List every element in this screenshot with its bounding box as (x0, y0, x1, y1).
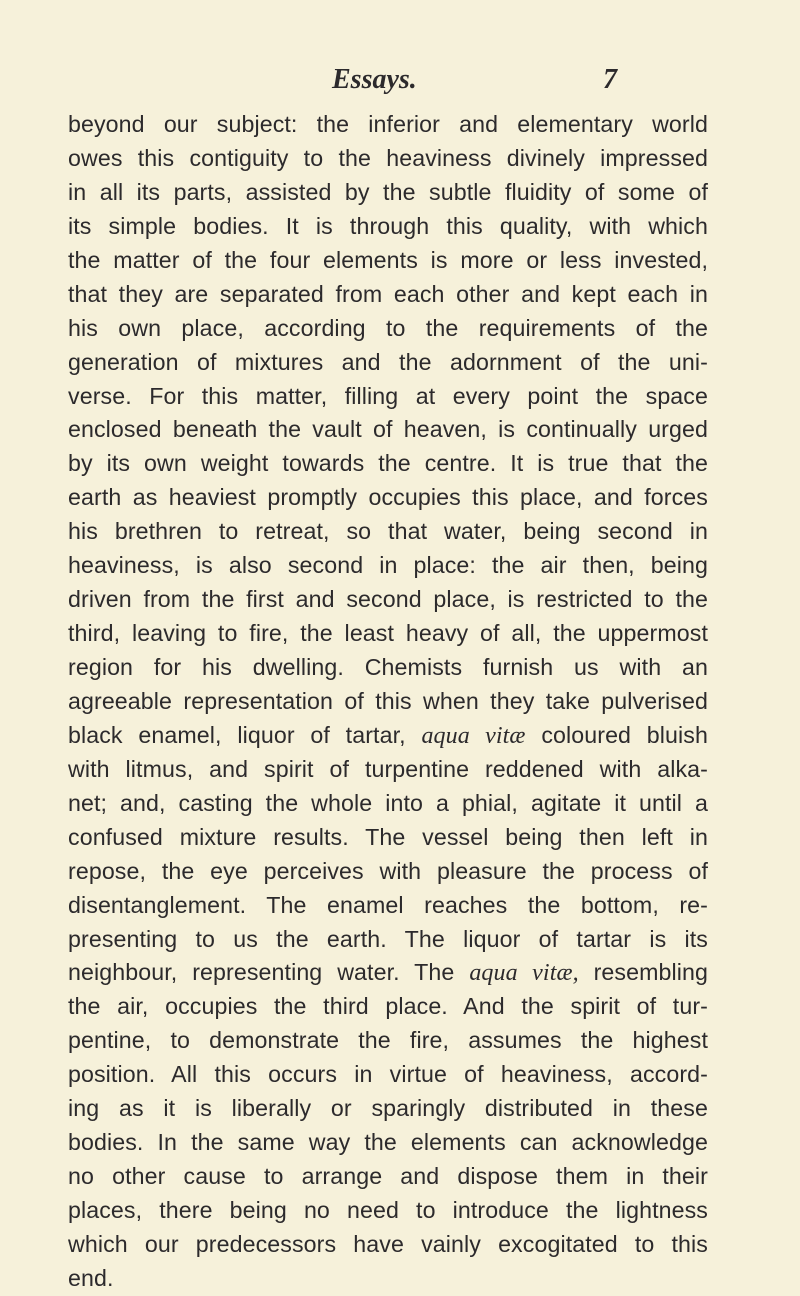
text-line: pentine, to demonstrate the fire, assumes the highest (68, 1027, 708, 1054)
text-line: ing as it is liberally or sparingly distributed in these (68, 1095, 708, 1122)
text-line: the matter of the four elements is more or less invested, (68, 246, 708, 273)
text-line: verse. For this matter, filling at every point the space (68, 382, 708, 409)
text-line: with litmus, and spirit of turpentine reddened with alka- (68, 755, 708, 782)
italic-term: aqua vitæ (421, 722, 526, 749)
running-head (0, 64, 800, 98)
text-line: bodies. In the same way the elements can acknowledge (68, 1129, 708, 1156)
text-segment: black enamel, liquor of tartar, (68, 721, 406, 748)
text-line: confused mixture results. The vessel being then left in (68, 823, 708, 850)
body-text (68, 108, 708, 1296)
text-line: in all its parts, assisted by the subtle fluidity of some of (68, 178, 708, 205)
text-line: position. All this occurs in virtue of heaviness, accord- (68, 1061, 708, 1088)
text-line-with-italic (68, 719, 708, 753)
text-line: that they are separated from each other and kept each in (68, 280, 708, 307)
text-line: his brethren to retreat, so that water, being second in (68, 518, 708, 545)
text-line: no other cause to arrange and dispose them in their (68, 1163, 708, 1190)
text-line: disentanglement. The enamel reaches the bottom, re- (68, 891, 708, 918)
running-head-title: Essays. (332, 64, 417, 95)
text-line-with-italic (68, 956, 708, 990)
text-line: beyond our subject: the inferior and elementary world (68, 111, 708, 137)
italic-term: aqua vitæ, (469, 960, 579, 987)
text-line: generation of mixtures and the adornment of the uni- (68, 348, 708, 375)
text-segment: resembling (593, 959, 708, 986)
text-segment: neighbour, representing water. The (68, 959, 455, 986)
text-line: third, leaving to fire, the least heavy of all, the uppermost (68, 620, 708, 647)
text-line: heaviness, is also second in place: the air then, being (68, 552, 708, 579)
text-line: his own place, according to the requirements of the (68, 314, 708, 341)
text-line-last: end. (68, 1264, 114, 1291)
text-line: enclosed beneath the vault of heaven, is continually urged (68, 416, 708, 443)
text-line: owes this contiguity to the heaviness divinely impressed (68, 144, 708, 171)
text-line: repose, the eye perceives with pleasure the process of (68, 857, 708, 884)
text-line: earth as heaviest promptly occupies this place, and forces (68, 484, 708, 511)
text-line: its simple bodies. It is through this quality, with which (68, 212, 708, 239)
page-number: 7 (603, 64, 617, 95)
text-line: which our predecessors have vainly excogitated to this (68, 1230, 708, 1257)
text-line: agreeable representation of this when they take pulverised (68, 687, 708, 714)
text-segment: coloured bluish (541, 721, 708, 748)
text-line: the air, occupies the third place. And the spirit of tur- (68, 993, 708, 1020)
text-line: presenting to us the earth. The liquor of tartar is its (68, 925, 708, 952)
text-line: by its own weight towards the centre. It is true that the (68, 450, 708, 477)
text-line: places, there being no need to introduce the lightness (68, 1197, 708, 1223)
text-line: net; and, casting the whole into a phial, agitate it until a (68, 789, 708, 816)
text-line: driven from the first and second place, is restricted to the (68, 586, 708, 613)
text-line: region for his dwelling. Chemists furnish us with an (68, 654, 708, 680)
